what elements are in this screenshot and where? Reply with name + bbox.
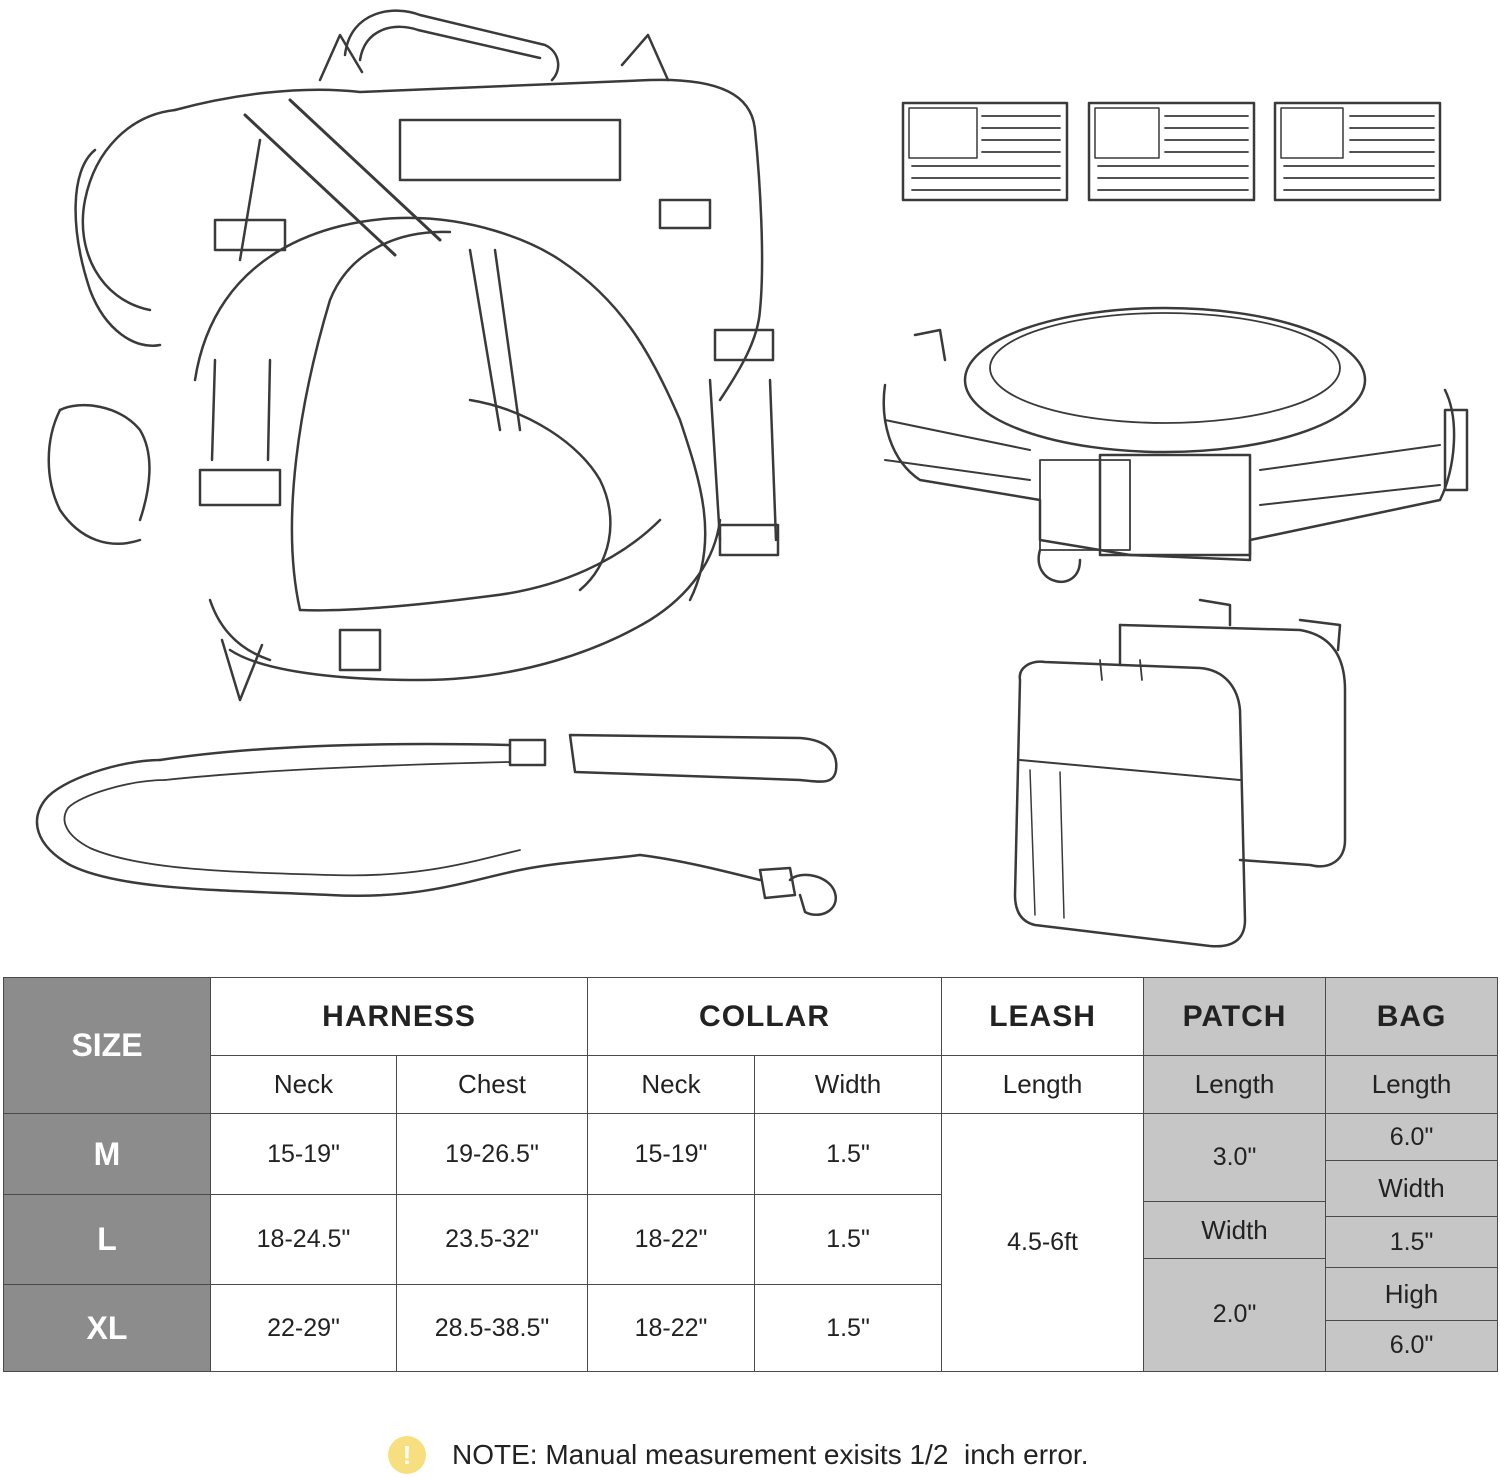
size-l-label: L	[4, 1195, 211, 1285]
dog-harness-icon	[49, 11, 778, 700]
patch-width-value: 2.0"	[1212, 1300, 1257, 1329]
harness-header: HARNESS	[211, 978, 588, 1056]
size-header: SIZE	[4, 978, 211, 1114]
bag-high-label: High	[1326, 1268, 1497, 1321]
leash-header: LEASH	[942, 978, 1144, 1056]
collar-neck-l: 18-22"	[588, 1195, 755, 1285]
harness-chest-l: 23.5-32"	[397, 1195, 588, 1285]
saddle-bag-icon	[1015, 600, 1345, 946]
size-xl-label: XL	[4, 1285, 211, 1372]
harness-neck-label: Neck	[211, 1056, 397, 1113]
patch-length-value: 3.0"	[1144, 1114, 1325, 1202]
flag-patch-icon	[903, 103, 1440, 200]
size-chart-table	[3, 977, 1498, 1372]
size-m-label: M	[4, 1113, 211, 1195]
harness-neck-m: 15-19"	[211, 1113, 397, 1195]
measurement-note	[388, 1433, 1088, 1477]
collar-width-label: Width	[755, 1056, 942, 1113]
leash-length-value: 4.5-6ft	[942, 1113, 1144, 1371]
harness-chest-m: 19-26.5"	[397, 1113, 588, 1195]
patch-dimensions	[1144, 1114, 1325, 1370]
harness-chest-xl: 28.5-38.5"	[397, 1285, 588, 1372]
note-text: NOTE: Manual measurement exisits 1/2 inch error.	[452, 1439, 1089, 1470]
collar-neck-xl: 18-22"	[588, 1285, 755, 1372]
bag-header: BAG	[1326, 978, 1498, 1056]
bungee-leash-icon	[37, 735, 836, 915]
bag-high-value: 6.0"	[1389, 1331, 1434, 1360]
harness-neck-l: 18-24.5"	[211, 1195, 397, 1285]
warning-icon: !	[388, 1436, 426, 1474]
collar-width-l: 1.5"	[755, 1195, 942, 1285]
bag-dimensions	[1326, 1114, 1497, 1370]
bag-length-value: 6.0"	[1326, 1114, 1497, 1161]
collar-width-xl: 1.5"	[755, 1285, 942, 1372]
patch-header: PATCH	[1144, 978, 1326, 1056]
bag-width-label: Width	[1326, 1161, 1497, 1217]
collar-neck-m: 15-19"	[588, 1113, 755, 1195]
harness-chest-label: Chest	[397, 1056, 588, 1113]
dog-collar-icon	[884, 308, 1467, 582]
collar-neck-label: Neck	[588, 1056, 755, 1113]
patch-length-label: Length	[1144, 1056, 1326, 1113]
patch-width-label: Width	[1144, 1202, 1325, 1259]
collar-width-m: 1.5"	[755, 1113, 942, 1195]
collar-header: COLLAR	[588, 978, 942, 1056]
bag-width-value: 1.5"	[1326, 1217, 1497, 1268]
harness-neck-xl: 22-29"	[211, 1285, 397, 1372]
bag-length-label: Length	[1326, 1056, 1498, 1113]
leash-length-label: Length	[942, 1056, 1144, 1113]
